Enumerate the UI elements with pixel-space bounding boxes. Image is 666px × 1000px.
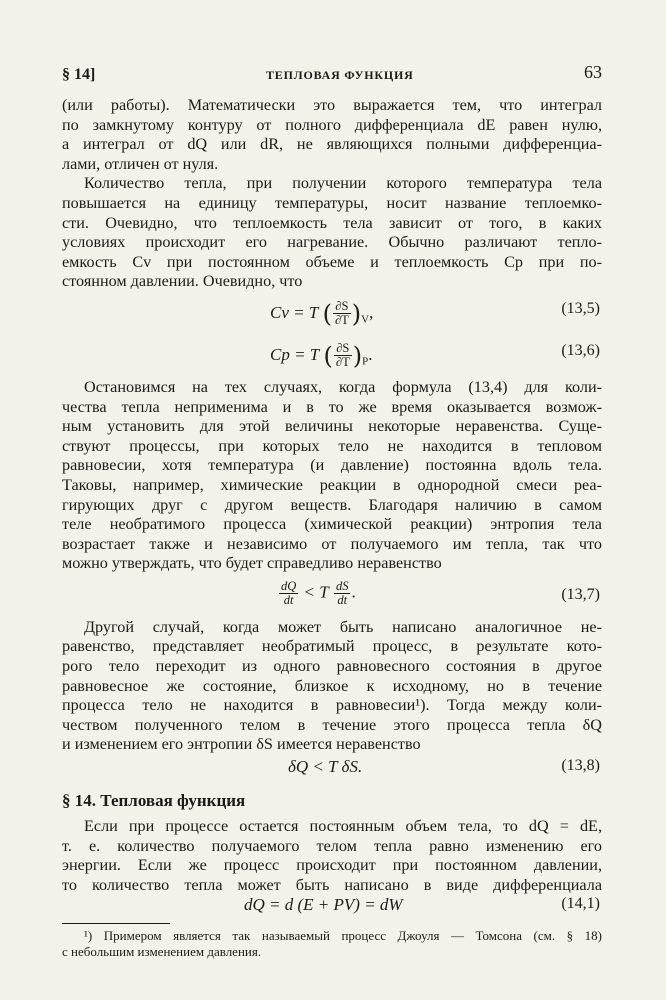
header-section-ref: § 14] xyxy=(62,66,96,83)
text-line: Таковы, например, химические реакции в однородной смеси реа- xyxy=(62,475,602,494)
footnote xyxy=(62,928,602,960)
text-line: сти. Очевидно, что теплоемкость тела зависит от того, в каких xyxy=(62,213,602,232)
text-line: равновесии, хотя температура (и давление) постоянна вдоль тела. xyxy=(62,456,602,475)
text-line: равновесное же состояние, близкое к исходному, но в течение xyxy=(62,676,602,695)
text-line: энергии. Если же процесс происходит при постоянном давлении, xyxy=(62,856,602,875)
text-line: можно утверждать, что будет справедливо неравенство xyxy=(62,554,442,573)
text-line: Остановимся на тех случаях, когда формула (13,4) для коли- xyxy=(84,377,602,396)
equation-label: (14,1) xyxy=(561,895,600,913)
paragraph-2 xyxy=(62,174,602,292)
footnote-rule xyxy=(62,923,170,924)
equation-label: (13,5) xyxy=(561,299,600,317)
book-page xyxy=(62,62,602,960)
equation-body: Cp = T ( $\frac{\partial S}{\partial T}$ )$_P$. xyxy=(270,341,373,370)
text-line: лами, отличен от нуля. xyxy=(62,154,219,173)
text-line: теле необратимого процесса (химической реакции) энтропия тела xyxy=(62,515,602,534)
text-line: стоянном давлении. Очевидно, что xyxy=(62,272,303,291)
text-line: возрастает также и независимо от получаемого им тепла, так что xyxy=(62,534,602,553)
page-number: 63 xyxy=(584,62,602,82)
equation-fraction: $\frac{\partial S}{\partial T}$ xyxy=(335,341,350,370)
text-line: (или работы). Математически это выражается тем, что интеграл xyxy=(62,96,602,114)
text-line: чеством полученного телом в течение этого процесса тепла δQ xyxy=(62,715,602,734)
paragraph-4 xyxy=(62,618,602,755)
text-line: процесса тело не находится в равновесии¹). Тогда между коли- xyxy=(62,696,602,715)
text-line: емкость Cv при постоянном объеме и теплоемкость Cp при по- xyxy=(62,252,602,271)
text-line: Если при процессе остается постоянным объем тела, то dQ = dE, xyxy=(84,817,602,836)
equation-lhs: Cp = T xyxy=(270,344,320,364)
text-line: Другой случай, когда может быть написано аналогичное не- xyxy=(84,617,602,636)
equation-13-7 xyxy=(62,574,602,618)
text-line: гирующих друг с другом веществ. Благодаря наличию в самом xyxy=(62,495,602,514)
equation-label: (13,8) xyxy=(561,757,600,775)
paragraph-3 xyxy=(62,378,602,574)
paragraph-1 xyxy=(62,96,602,174)
text-line: равенство, представляет необратимый процесс, в результате кото- xyxy=(62,637,602,656)
header-running-title: ТЕПЛОВАЯ ФУНКЦИЯ xyxy=(266,68,414,82)
equation-body: dQ = d (E + PV) = dW xyxy=(244,895,403,915)
equation-body: Cv = T ( $\frac{\partial S}{\partial T}$ )$_V$, xyxy=(270,299,374,328)
text-line: чества тепла неприменима и в то же время оказывается возмож- xyxy=(62,397,602,416)
paragraph-5 xyxy=(62,817,602,895)
footnote-line: с небольшим изменением давления. xyxy=(62,944,262,960)
equation-14-1 xyxy=(62,895,602,917)
equation-fraction: $\frac{\partial S}{\partial T}$ xyxy=(334,299,349,328)
text-line: а интеграл от dQ или dR, не являющихся полными дифференциа- xyxy=(62,135,602,154)
text-line: рого тело переходит из одного равновесного состояния в другое xyxy=(62,657,602,676)
section-heading: § 14. Тепловая функция xyxy=(62,791,246,811)
text-line: по замкнутому контуру от полного дифференциала dE равен нулю, xyxy=(62,115,602,134)
equation-fraction: $\frac{dQ}{dt}$ xyxy=(281,578,297,607)
equation-13-8 xyxy=(62,755,602,781)
text-line: Количество тепла, при получении которого температура тела xyxy=(84,174,602,193)
equation-13-5 xyxy=(62,292,602,334)
text-line: повышается на единицу температуры, носит название теплоемко- xyxy=(62,193,602,212)
equation-body: δQ < T δS. xyxy=(288,757,363,777)
text-line: то количество тепла может быть написано в виде дифференциала xyxy=(62,875,602,894)
equation-13-6 xyxy=(62,334,602,378)
equation-fraction: $\frac{dS}{dt}$ xyxy=(335,578,349,607)
equation-label: (13,6) xyxy=(561,341,600,359)
text-line: и изменением его энтропии δS имеется неравенство xyxy=(62,735,421,754)
text-line: ным установить для этой величины некоторые неравенства. Суще- xyxy=(62,417,602,436)
footnote-line: ¹) Примером является так называемый процесс Джоуля — Томсона (см. § 18) xyxy=(84,928,602,944)
equation-body: $\frac{dQ}{dt}$ < T $\frac{dS}{dt}$ . xyxy=(281,578,356,607)
text-line: т. е. количество получаемого телом тепла равно изменению его xyxy=(62,836,602,855)
text-line: ствуют процессы, при которых тело не находится в тепловом xyxy=(62,436,602,455)
running-header xyxy=(62,62,602,86)
equation-lhs: Cv = T xyxy=(270,302,319,322)
text-line: условиях происходит его нагревание. Обычно различают тепло- xyxy=(62,233,602,252)
equation-label: (13,7) xyxy=(561,585,600,603)
